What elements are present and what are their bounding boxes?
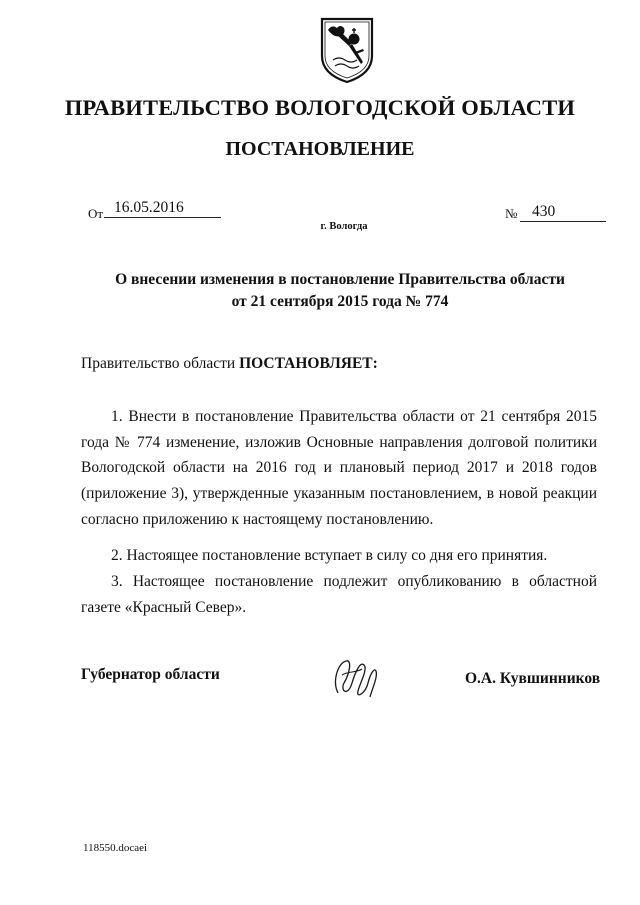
document-subject — [60, 269, 620, 313]
signer-position: Губернатор области — [81, 666, 220, 683]
resolution-statement — [81, 355, 378, 373]
handwritten-signature — [330, 653, 382, 705]
clause-3: 3. Настоящее постановление подлежит опубликованию в областной газете «Красный Север». — [81, 573, 597, 616]
clause-1: 1. Внести в постановление Правительства области от 21 сентября 2015 года № 774 изменение, изложив Основные направления долговой политики Вологодской области на 2016 год и плановый период 2017 и 2018 годов (приложение 3), утвержденные указанным постановлением, в новой реакции согласно приложению к настоящему постановлению. — [81, 408, 597, 528]
document-type-title: ПОСТАНОВЛЕНИЕ — [225, 138, 415, 160]
city-label: г. Вологда — [320, 221, 368, 232]
signer-name: О.А. Кувшинников — [465, 670, 601, 687]
subject-line-2: от 21 сентября 2015 года № 774 — [231, 293, 449, 310]
coat-of-arms-emblem — [319, 16, 375, 84]
subject-line-1: О внесении изменения в постановление Правительства области — [115, 271, 565, 288]
number-prefix-label: № — [505, 206, 518, 221]
resolution-lead: Правительство области — [81, 355, 240, 372]
clause-2: 2. Настоящее постановление вступает в силу со дня его принятия. — [111, 547, 548, 564]
government-title: ПРАВИТЕЛЬСТВО ВОЛОГОДСКОЙ ОБЛАСТИ — [64, 95, 576, 120]
file-reference: 118550.docaei — [83, 842, 148, 854]
document-date: 16.05.2016 — [104, 199, 221, 218]
document-number: 430 — [520, 203, 606, 222]
resolution-keyword: ПОСТАНОВЛЯЕТ: — [239, 355, 378, 372]
date-prefix-label: От — [88, 206, 104, 221]
